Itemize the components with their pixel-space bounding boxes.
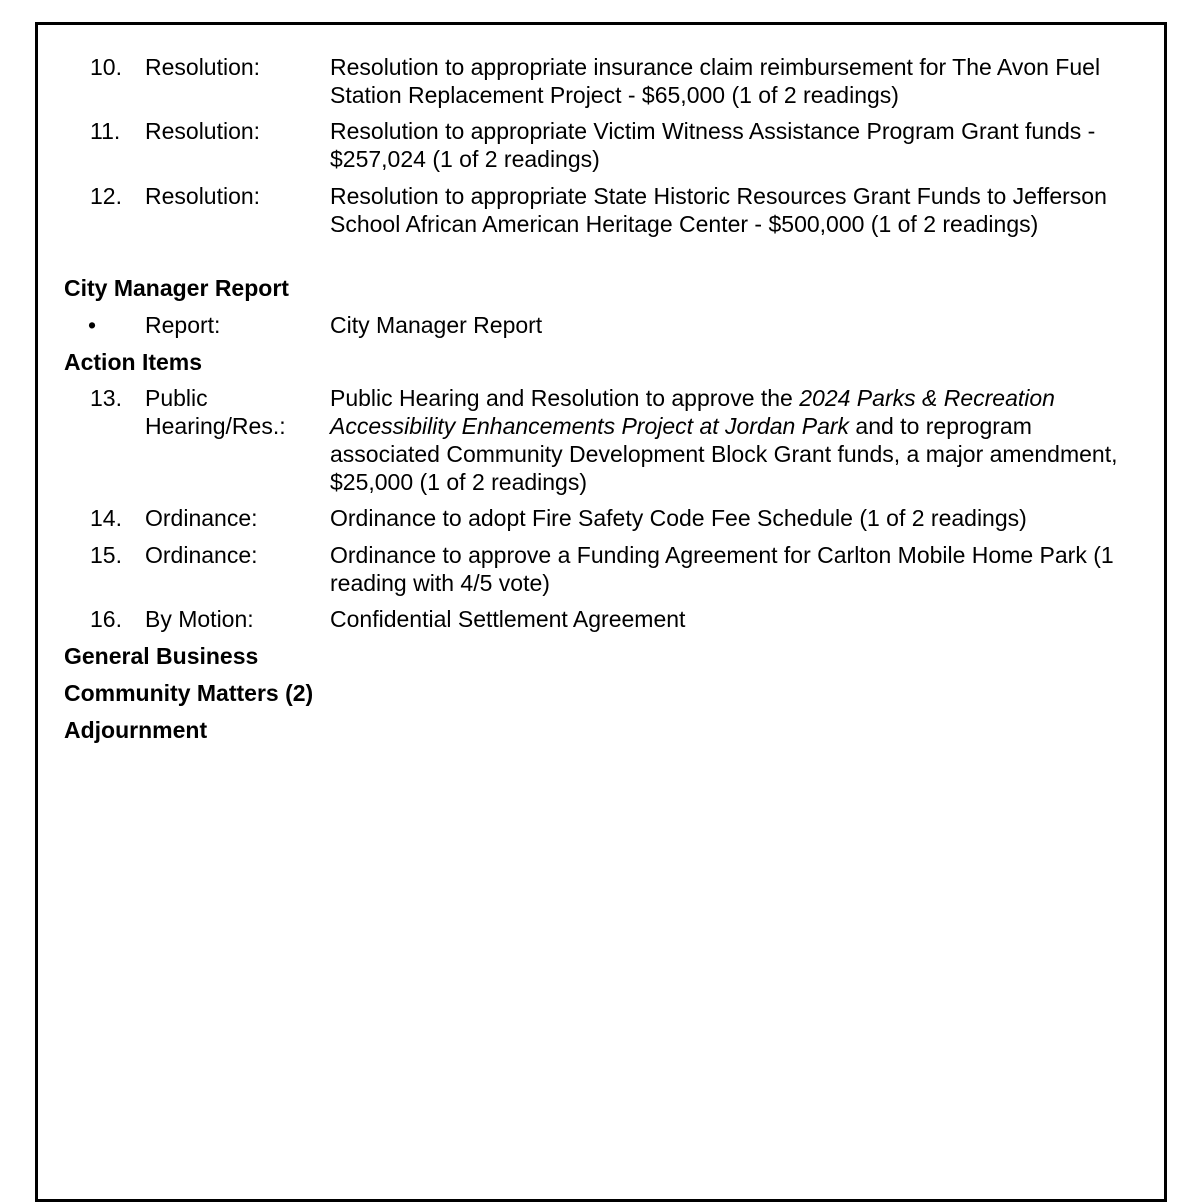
item-type: Report: [145, 312, 221, 338]
item-number: 13. [90, 385, 122, 411]
item-number: 11. [90, 118, 121, 144]
item-description: Resolution to appropriate insurance claim reimbursement for The Avon Fuel Station Replacement Project - $65,000 (1 of 2 readings) [330, 54, 1101, 108]
section-heading-action-items: Action Items [64, 349, 203, 375]
item-description: Resolution to appropriate State Historic Resources Grant Funds to Jefferson School African American Heritage Center - $500,000 (1 of 2 readings) [330, 183, 1107, 237]
item-type: Ordinance: [145, 505, 258, 531]
item-description: Confidential Settlement Agreement [330, 606, 686, 632]
item-type: Resolution: [145, 54, 261, 80]
item-number: 15. [90, 542, 122, 568]
item-description [330, 384, 1145, 496]
item-number: 10. [90, 54, 122, 80]
item-number: 14. [90, 505, 122, 531]
item-type-line-2: Hearing/Res.: [145, 413, 286, 439]
item-type-line-1: Public [145, 385, 208, 411]
item-type: Resolution: [145, 183, 261, 209]
item-type [145, 384, 325, 440]
section-heading-community-matters: Community Matters (2) [64, 680, 314, 706]
description-text-after: and to reprogram associated Community Development Block Grant funds, a major amendment, $25,000 (1 of 2 readings) [330, 413, 1118, 495]
description-text-before: Public Hearing and Resolution to approve the [330, 385, 800, 411]
item-description: City Manager Report [330, 312, 543, 338]
item-type: Ordinance: [145, 542, 258, 568]
section-heading-adjournment: Adjournment [64, 717, 208, 743]
item-type: By Motion: [145, 606, 254, 632]
item-description: Resolution to appropriate Victim Witness Assistance Program Grant funds - $257,024 (1 of 2 readings) [330, 118, 1096, 172]
section-heading-city-manager-report: City Manager Report [64, 275, 289, 301]
item-number: 12. [90, 183, 122, 209]
item-description: Ordinance to approve a Funding Agreement for Carlton Mobile Home Park (1 reading with 4/5 vote) [330, 542, 1114, 596]
item-description: Ordinance to adopt Fire Safety Code Fee Schedule (1 of 2 readings) [330, 505, 1027, 531]
item-number: 16. [90, 606, 122, 632]
item-type: Resolution: [145, 118, 261, 144]
bullet-icon: • [88, 312, 97, 338]
project-title: 2024 Parks & Recreation Accessibility Enhancements Project at Jordan Park [330, 385, 1055, 439]
section-heading-general-business: General Business [64, 643, 259, 669]
